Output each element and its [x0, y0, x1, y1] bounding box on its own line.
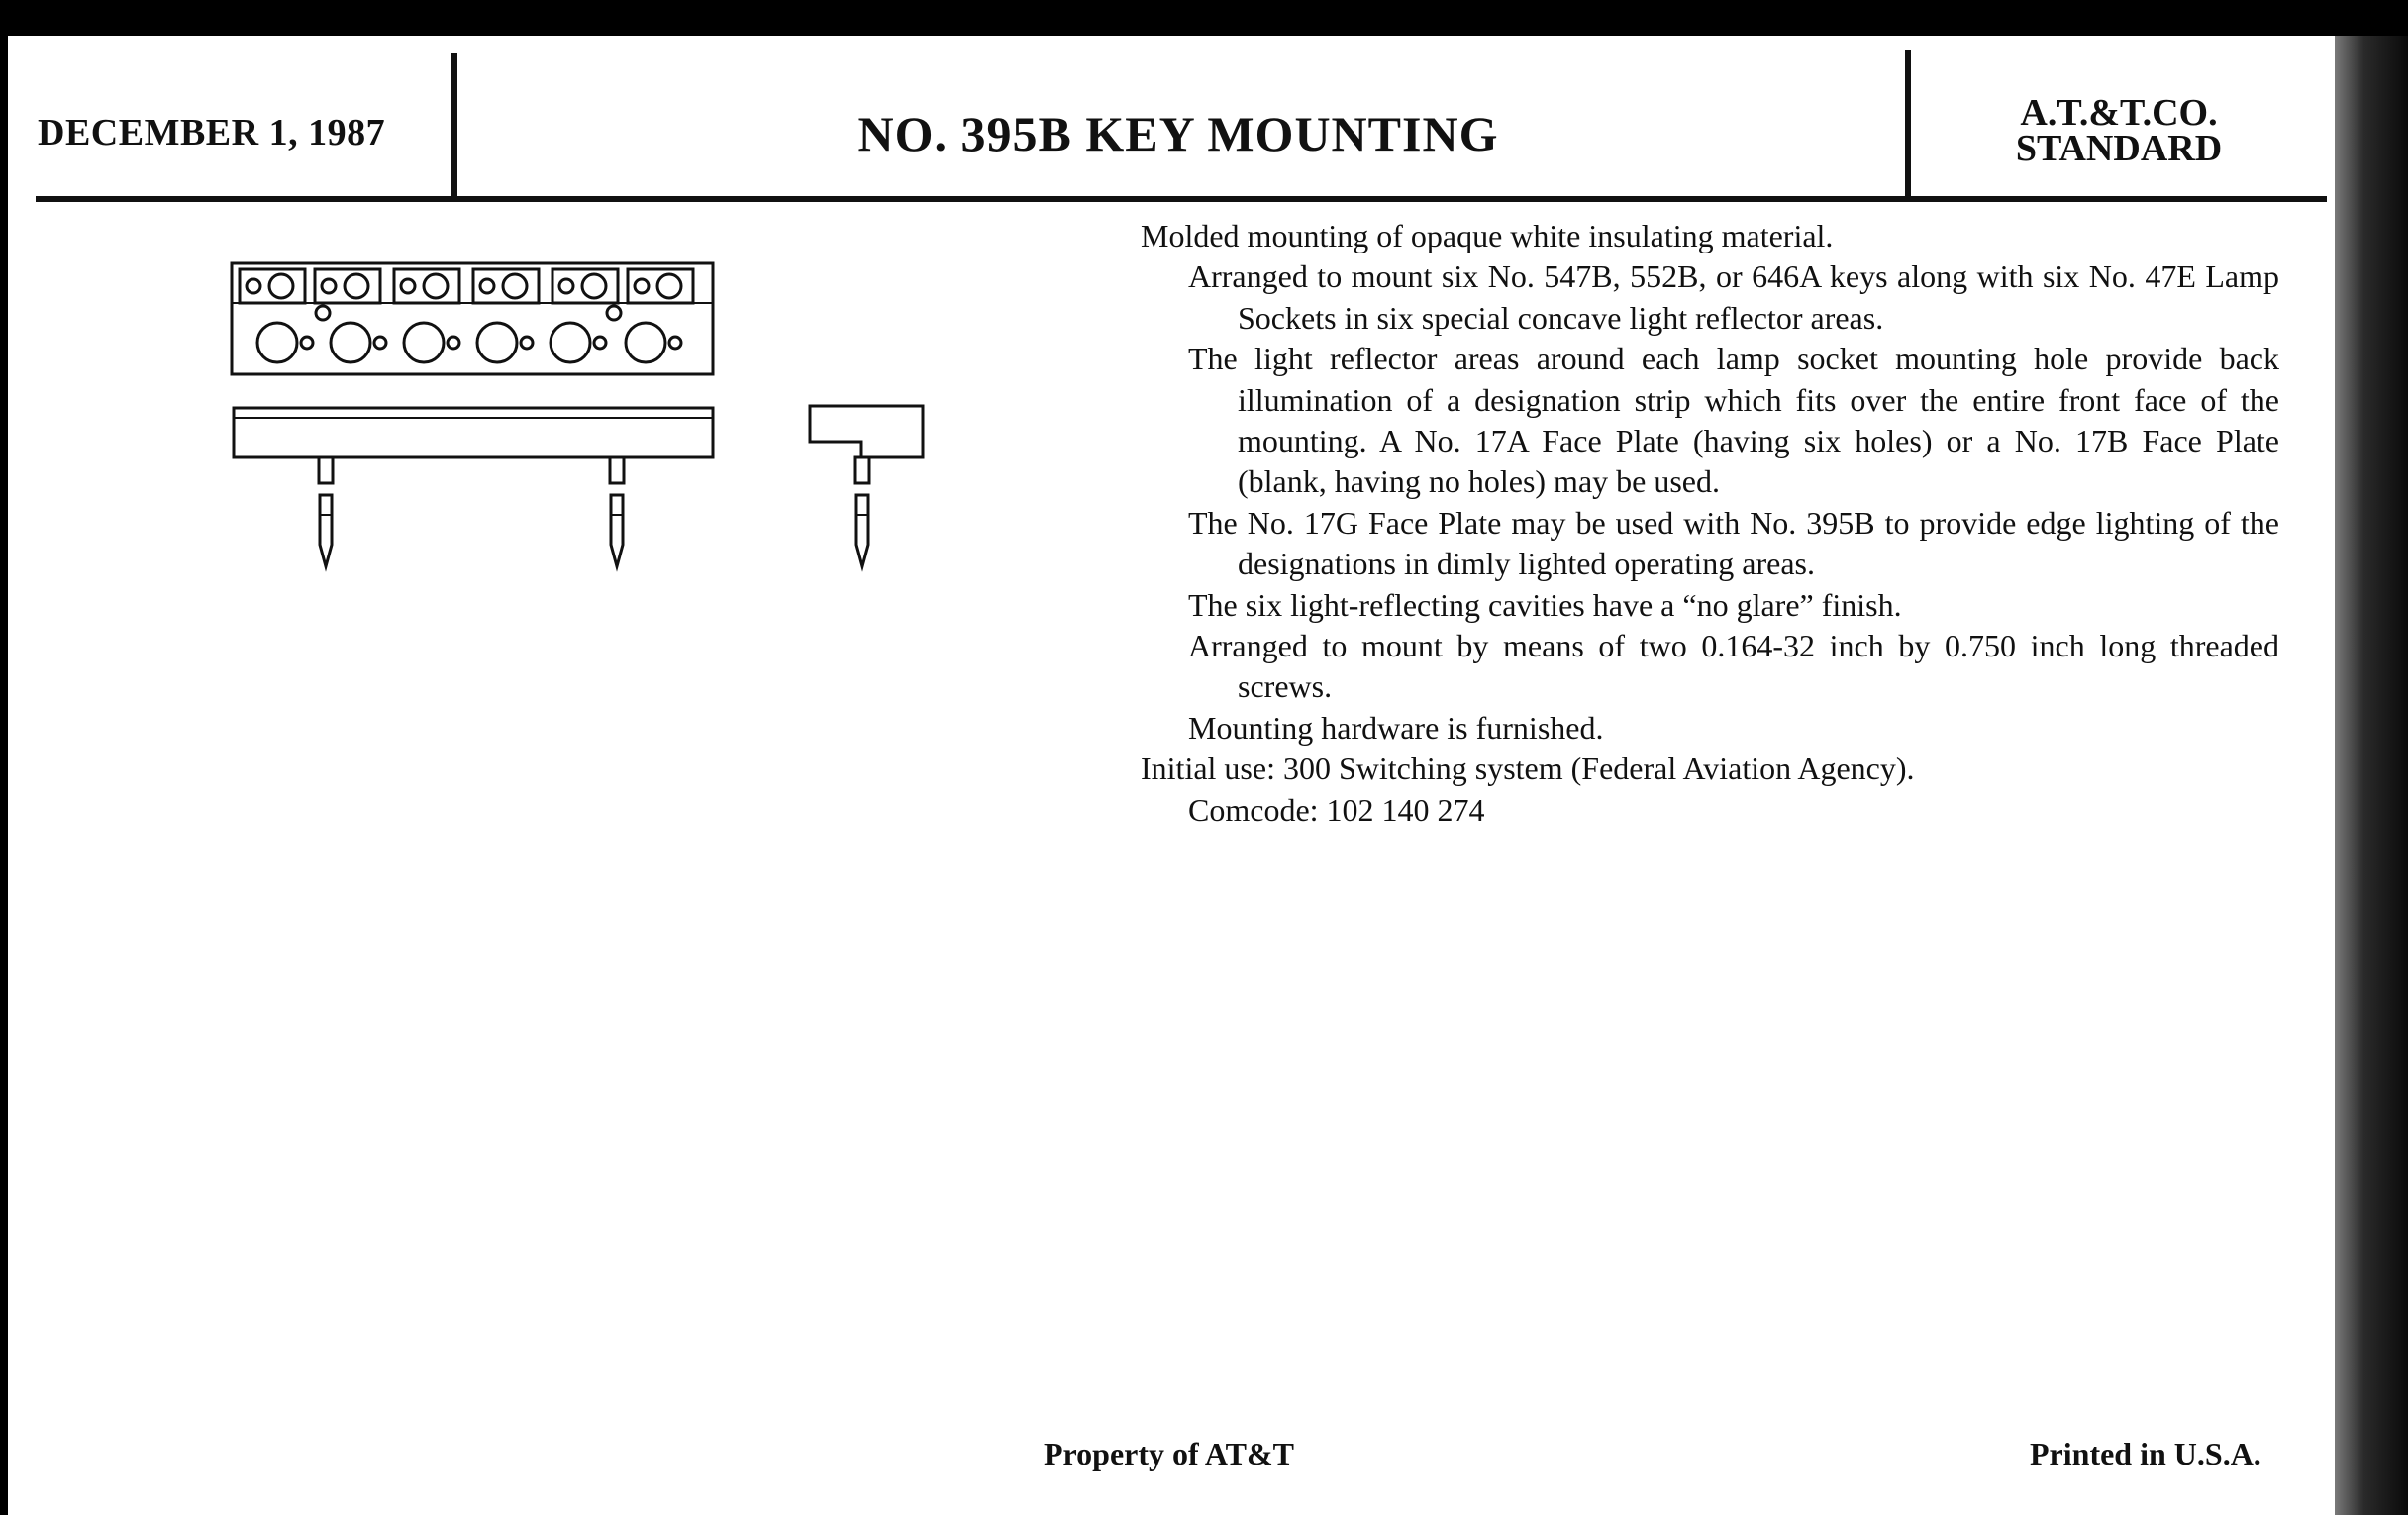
footer-property: Property of AT&T [1044, 1436, 1294, 1471]
page-title: NO. 395B KEY MOUNTING [857, 106, 1499, 161]
description-paragraph: The six light-reflecting cavities have a “no glare” finish. [1188, 586, 1902, 623]
standard-line2: STANDARD [2015, 128, 2223, 169]
standard-line1: A.T.&T.CO. [2020, 92, 2218, 134]
top-view [234, 408, 713, 566]
key-mounting-drawing [218, 248, 951, 584]
header-rule [36, 196, 2327, 202]
scan-edge [2335, 36, 2408, 1515]
key-slot-row [240, 269, 693, 320]
side-view [810, 406, 923, 566]
initial-use-line: Initial use: 300 Switching system (Federal Aviation Agency). [1141, 751, 1915, 787]
description-paragraph: Arranged to mount six No. 547B, 552B, or 646A keys along with six No. 47E Lamp Sockets in six special concave light reflector areas. [1188, 258, 2279, 336]
document-date: DECEMBER 1, 1987 [38, 112, 386, 153]
standard-label [1941, 92, 2297, 169]
description-paragraph: Arranged to mount by means of two 0.164-32 inch by 0.750 inch long threaded screws. [1188, 628, 2279, 705]
description-paragraph: The light reflector areas around each lamp socket mounting hole provide back illumination of a designation strip which fits over the entire front face of the mounting. A No. 17A Face Plate (having six holes) or a No. 17B Face Plate (blank, having no holes) may be used. [1188, 341, 2279, 500]
description-paragraph: Mounting hardware is furnished. [1188, 709, 1604, 746]
description-text [1141, 216, 2279, 831]
lamp-socket-row [257, 323, 681, 362]
footer-printed: Printed in U.S.A. [2030, 1436, 2261, 1471]
description-paragraph: The No. 17G Face Plate may be used with No. 395B to provide edge lighting of the designations in dimly lighted operating areas. [1188, 504, 2279, 582]
header-divider-right [1905, 50, 1911, 200]
intro-line: Molded mounting of opaque white insulating material. [1141, 218, 1834, 253]
comcode-line: Comcode: 102 140 274 [1188, 791, 1485, 828]
